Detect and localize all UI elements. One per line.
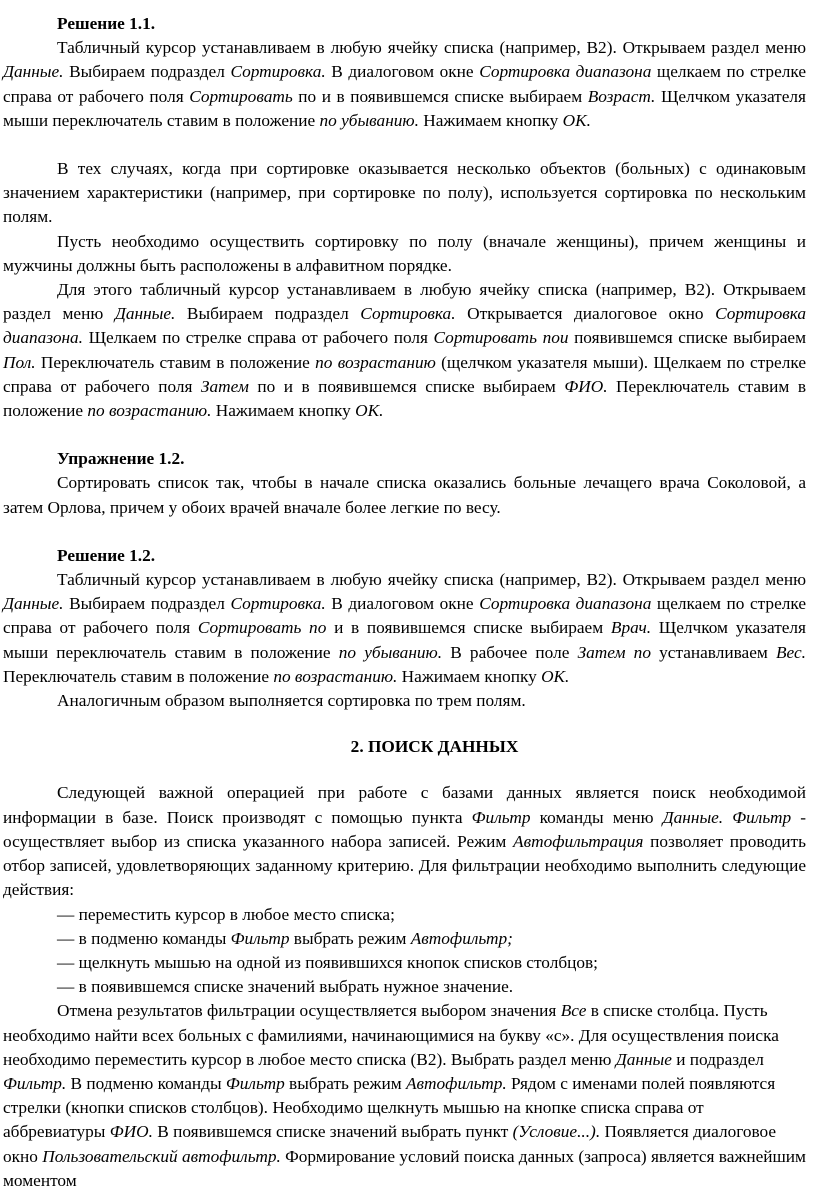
section-2-heading: 2. ПОИСК ДАННЫХ [350,737,519,757]
data-search-paragraph: Следующей важной операцией при работе с базами данных является поиск необходимой информации в базе. Поиск производят с помощью пункта Фильтр команды меню Данные. Фильтр - осуществляет выбор из списка указанного набора записей. Режим Автофильтрация позволяет проводить отбор записей, удовлетворяющих заданному критерию. Для фильтрации необходимо выполнить следующие действия: [3,783,807,900]
exercise-1-2-paragraph: Сортировать список так, чтобы в начале списка оказались больные лечащего врача Соколовой, а затем Орлова, причем у обоих врачей вначале более легкие по весу. [3,473,806,517]
three-field-sort-paragraph: Аналогичным образом выполняется сортировка по трем полям. [57,691,526,711]
sort-steps-paragraph: Для этого табличный курсор устанавливаем в любую ячейку списка (например, В2). Открываем раздел меню Данные. Выбираем подраздел Сортировка. Открывается диалоговое окно Сортировка диапазона. Щелкаем по стрелке справа от рабочего поля Сортировать пои появившемся списке выбираем Пол. Переключатель ставим в положение по возрастанию (щелчком указателя мыши). Щелкаем по стрелке справа от рабочего поля Затем по и в появившемся списке выбираем ФИО. Переключатель ставим в положение по возрастанию. Нажимаем кнопку ОК. [3,280,807,421]
solution-1-2-paragraph: Табличный курсор устанавливаем в любую ячейку списка (например, В2). Открываем раздел меню Данные. Выбираем подраздел Сортировка. В диалоговом окне Сортировка диапазона щелкаем по стрелке справа от рабочего поля Сортировать по и в появившемся списке выбираем Врач. Щелчком указателя мыши переключатель ставим в положение по убыванию. В рабочее поле Затем по устанавливаем Вес. Переключатель ставим в положение по возрастанию. Нажимаем кнопку ОК. [3,570,806,686]
list-item: — щелкнуть мышью на одной из появившихся кнопок списков столбцов; [57,952,598,972]
solution-1-1-heading: Решение 1.1. [57,14,156,33]
filter-steps-paragraph: Отмена результатов фильтрации осуществляется выбором значения Все в списке столбца. Пусть необходимо найти всех больных с фамилиями, начинающимися на букву «с». Для осуществления поиска необходимо переместить курсор в любое место списка (В2). Выбрать раздел меню Данные и подраздел Фильтр. В подменю команды Фильтр выбрать режим Автофильтр. Рядом с именами полей появляются стрелки (кнопки списков столбцов). Необходимо щелкнуть мышью на кнопке списка справа от аббревиатуры ФИО. В появившемся списке значений выбрать пункт (Условие...). Появляется диалоговое окно Пользовательский автофильтр. Формирование условий поиска данных (запроса) является важнейшим моментом [3,1001,806,1190]
sort-by-gender-paragraph: Пусть необходимо осуществить сортировку по полу (вначале женщины), причем женщины и мужчины должны быть расположены в алфавитном порядке. [3,231,806,275]
solution-1-2-heading: Решение 1.2. [57,545,156,565]
list-item: — в появившемся списке значений выбрать нужное значение. [57,977,514,997]
exercise-1-2-heading: Упражнение 1.2. [57,449,185,469]
multi-field-sort-paragraph: В тех случаях, когда при сортировке оказывается несколько объектов (больных) с одинаковым значением характеристики (например, при сортировке по полу), используется сортировка по нескольким полям. [3,159,806,227]
list-item: — переместить курсор в любое место списка; [57,904,395,924]
solution-1-1-paragraph: Табличный курсор устанавливаем в любую ячейку списка (например, В2). Открываем раздел меню Данные. Выбираем подраздел Сортировка. В диалоговом окне Сортировка диапазона щелкаем по стрелке справа от рабочего поля Сортировать по и в появившемся списке выбираем Возраст. Щелчком указателя мыши переключатель ставим в положение по убыванию. Нажимаем кнопку ОК. [3,38,806,130]
list-item: — в подменю команды Фильтр выбрать режим Автофильтр; [57,928,513,948]
